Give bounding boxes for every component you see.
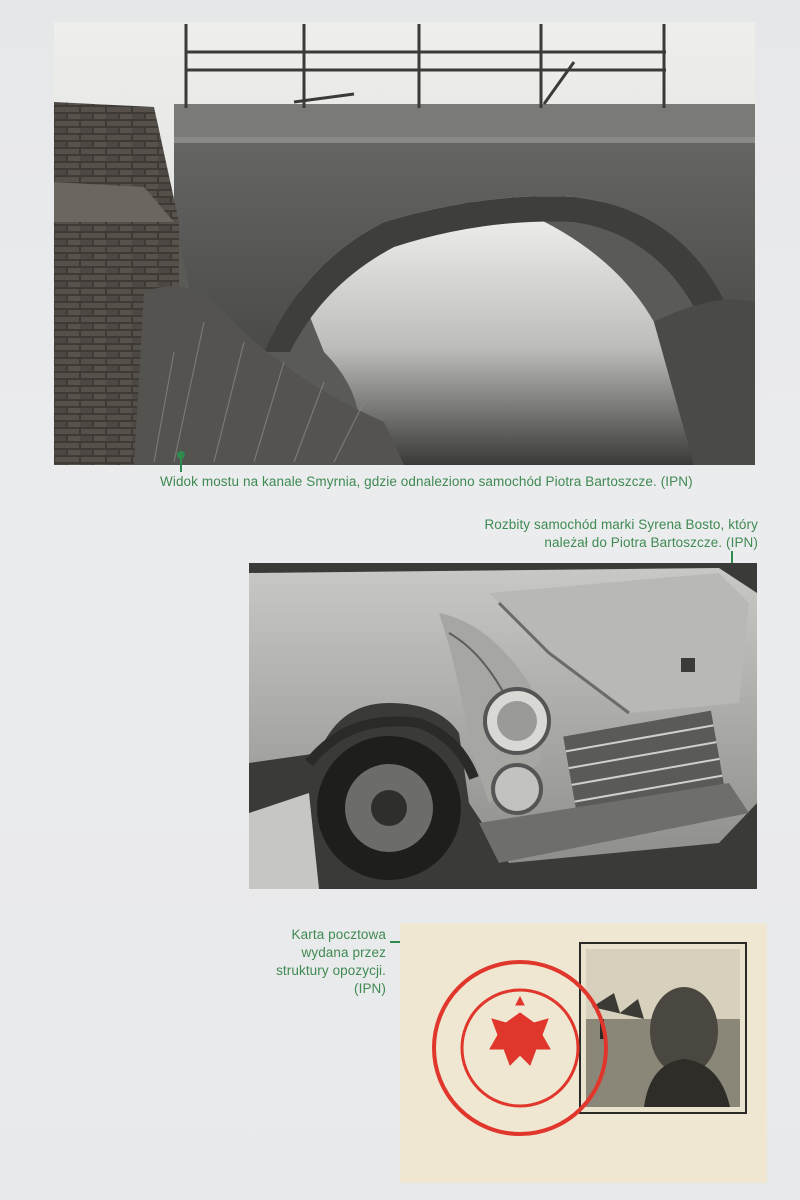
- postcard-caption-line: Karta pocztowa: [291, 927, 386, 942]
- postcard-image: [400, 923, 767, 1183]
- postcard-caption-line: struktury opozycji.: [276, 963, 386, 978]
- postcard-caption-line: wydana przez: [301, 945, 386, 960]
- postcard-caption-line: (IPN): [354, 981, 386, 996]
- car-photo-image: [249, 563, 757, 889]
- postcard: [400, 923, 767, 1183]
- bridge-photo: [54, 22, 755, 465]
- postcard-caption: [206, 926, 386, 998]
- car-photo: [249, 563, 757, 889]
- car-caption: [378, 516, 758, 552]
- bridge-photo-image: [54, 22, 755, 465]
- caption-pointer-line: [180, 454, 182, 472]
- car-caption-line: Rozbity samochód marki Syrena Bosto, który: [484, 517, 758, 532]
- car-caption-line: należał do Piotra Bartoszcze. (IPN): [544, 535, 758, 550]
- bridge-caption: Widok mostu na kanale Smyrnia, gdzie odnaleziono samochód Piotra Bartoszcze. (IPN): [160, 474, 693, 489]
